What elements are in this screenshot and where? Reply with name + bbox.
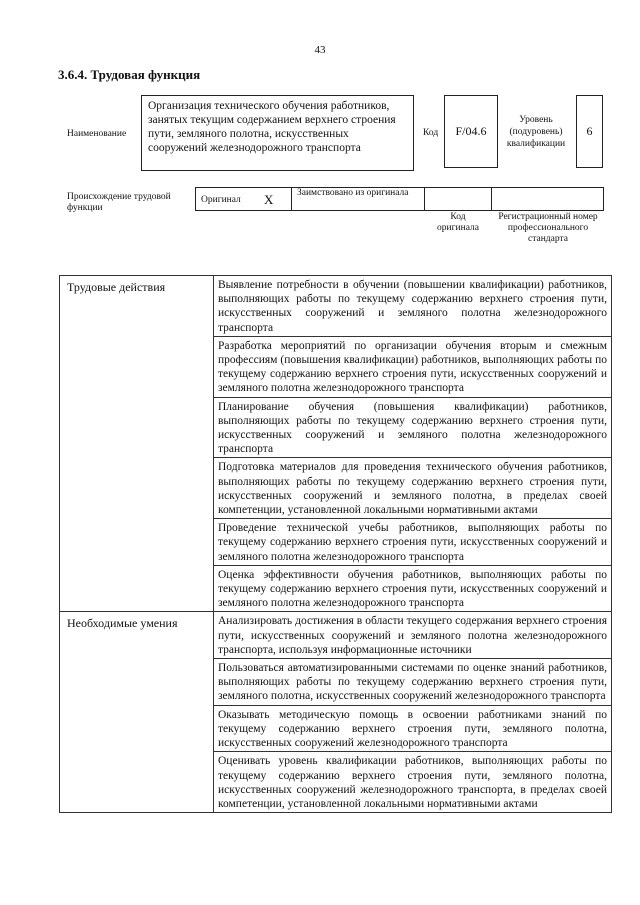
item-text: Подготовка материалов для проведения технического обучения работников, выполняющих работы по текущему содержанию верхнего строения пути, искусственных сооружений и земляного полотна, в пределах своей компетенции, установленной локальными нормативными актами [218, 461, 607, 517]
table-row [60, 612, 612, 813]
items-cell [214, 276, 612, 612]
list-item [214, 337, 611, 398]
item-text: Проведение технической учебы работников, выполняющих работы по текущему содержанию верхнего строения пути, искусственных сооружений и земляного полотна железнодорожного транспорта [218, 522, 607, 563]
list-item [214, 659, 611, 706]
page-number: 43 [314, 44, 326, 56]
original-label: Оригинал [201, 195, 241, 205]
origin-label: Происхождение трудовой функции [67, 192, 171, 213]
list-item [214, 398, 611, 459]
code-original-label: Код оригинала [437, 212, 479, 233]
code-value-cell: F/04.6 [444, 95, 498, 168]
item-text: Разработка мероприятий по организации обучения вторым и смежным профессиям (повышения квалификации) работников, выполняющих работы по текущему содержанию верхнего строения пути, искусственных сооружений и земляного полотна железнодорожного транспорта [218, 339, 607, 395]
function-details-table [59, 275, 612, 813]
borrowed-label: Заимствовано из оригинала [297, 188, 409, 198]
item-text: Оказывать методическую помощь в освоении работниками знаний по текущему содержанию верхнего строения пути, земляного полотна, искусственных сооружений железнодорожного транспорта [218, 708, 607, 750]
items-cell [214, 612, 612, 813]
item-text: Анализировать достижения в области текущего содержания верхнего строения пути, искусственных сооружений и земляного полотна железнодорожного транспорта, используя информационные источники [218, 615, 607, 656]
list-item [214, 458, 611, 519]
name-label: Наименование [67, 129, 127, 139]
item-text: Пользоваться автоматизированными системами по оценке знаний работников, выполняющих работы по текущему содержанию верхнего строения пути, земляного полотна, искусственных сооружений железнодорожного транспорта [218, 662, 607, 703]
origin-divider [491, 187, 492, 211]
code-label: Код [423, 128, 439, 138]
item-text: Оценивать уровень квалификации работников, выполняющих работы по текущему содержанию верхнего строения пути, земляного полотна, искусственных сооружений железнодорожного транспорта, в пределах своей компетенции, установленной локальными нормативными актами [218, 755, 607, 810]
item-text: Оценка эффективности обучения работников, выполняющих работы по текущему содержанию верхнего строения пути, искусственных сооружений и земляного полотна железнодорожного транспорта [218, 568, 607, 610]
list-item [214, 706, 611, 753]
function-name-field: Организация технического обучения работников, занятых текущим содержанием верхнего строения пути, земляного полотна, искусственных сооружений железнодорожного транспорта [141, 95, 414, 171]
level-label: Уровень (подуровень) квалификации [506, 115, 566, 149]
row-label: Необходимые умения [60, 612, 214, 813]
item-text: Выявление потребности в обучении (повышении квалификации) работников, выполняющих работы по текущему содержанию верхнего строения пути, искусственных сооружений и земляного полотна железнодорожного транспорта [218, 279, 607, 334]
list-item [214, 752, 611, 812]
list-item [214, 566, 611, 612]
table-row [60, 276, 612, 612]
row-label: Трудовые действия [60, 276, 214, 612]
reg-number-label: Регистрационный номер профессионального стандарта [498, 212, 598, 244]
origin-divider [424, 187, 425, 211]
level-value-cell: 6 [576, 95, 603, 168]
origin-divider [291, 187, 292, 211]
list-item [214, 276, 611, 337]
list-item [214, 519, 611, 566]
section-title: 3.6.4. Трудовая функция [58, 67, 201, 82]
original-checkmark: X [264, 192, 274, 207]
item-text: Планирование обучения (повышения квалификации) работников, выполняющих работы по текущему содержанию верхнего строения пути, искусственных сооружений и земляного полотна железнодорожного транспорта [218, 400, 607, 456]
list-item [214, 612, 611, 659]
